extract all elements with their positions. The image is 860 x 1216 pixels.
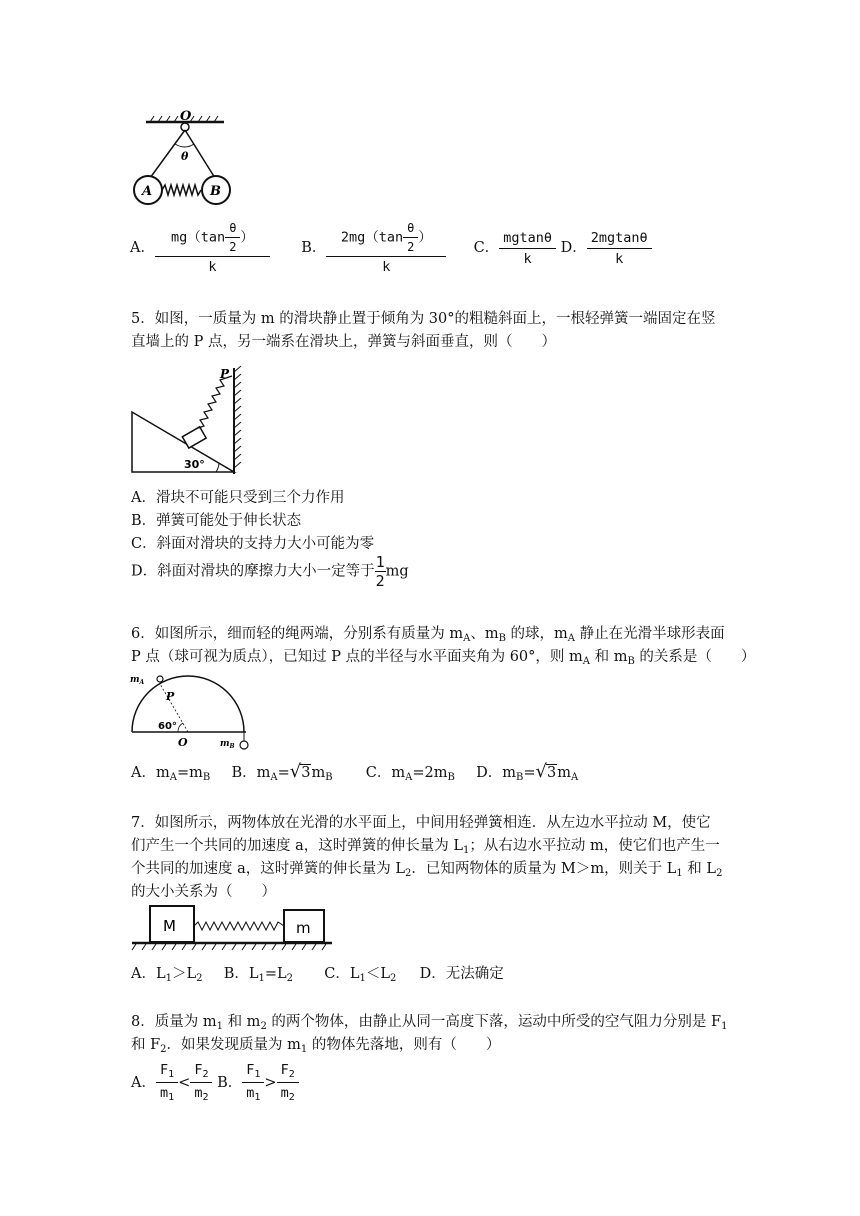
q8-option-a[interactable]: A． $\frac{F_1}{m_1}$ < $\frac{F_2}{m_2}$ (131, 1075, 217, 1091)
q6-options (131, 761, 578, 783)
q6-label-ma-sub: A (139, 679, 145, 686)
svg-text:mA (130, 675, 145, 686)
q6-label-ma: m (130, 675, 140, 685)
q8-stem-line1: 8．质量为 $m_1$ 和 $m_2$ 的两个物体，由静止从同一高度下落，运动中所受的空气阻力分别是 $F_1$ (131, 1014, 728, 1032)
q4-label-o: O (180, 110, 192, 124)
q4-option-b[interactable] (301, 221, 451, 275)
q4-figure (128, 110, 238, 210)
q6-label-p: P (166, 690, 175, 703)
q4-label-a: A (142, 184, 153, 199)
q7-label-big: M (163, 917, 176, 935)
q4-label-theta: θ (181, 150, 189, 163)
q8-options (131, 1062, 299, 1103)
q7-option-d[interactable]: D．无法确定 (419, 966, 504, 982)
q4-option-a[interactable] (130, 221, 275, 275)
q6-option-d[interactable]: D．$m_B=√3m_A$ (476, 761, 579, 783)
q4-label-b: B (210, 184, 221, 199)
q7-option-a[interactable]: A．$L_1>L_2$ (131, 966, 203, 984)
q8-stem-line2: 和 $F_2$．如果发现质量为 $m_1$ 的物体先落地，则有（ ） (131, 1037, 501, 1055)
q5-option-a[interactable]: A．滑块不可能只受到三个力作用 (131, 490, 345, 506)
q5-option-d[interactable]: D．斜面对滑块的摩擦力大小一定等于 $\frac{1}{2}$ mg (131, 553, 409, 590)
q4-c-prefix: C． (473, 240, 500, 256)
q4-b-prefix: B． (301, 240, 327, 256)
q5-stem-line1: 5．如图，一质量为 m 的滑块静止置于倾角为 30°的粗糙斜面上，一根轻弹簧一端固定在竖 (131, 311, 716, 327)
q5-option-b[interactable]: B．弹簧可能处于伸长状态 (131, 513, 302, 529)
q6-option-c[interactable]: C．$m_A=2m_B$ (365, 765, 455, 783)
q4-d-fraction: $\frac{2mgtan\theta}{k}$ (587, 230, 652, 267)
q6-label-mb-sub: B (229, 743, 235, 750)
q5-label-angle: 30° (184, 458, 205, 471)
q4-b-fraction: 2mg（tan $\frac{\theta}{2}$ ） k (326, 221, 446, 275)
q7-option-c[interactable]: C．$L_1<L_2$ (324, 966, 397, 984)
q7-stem-line4: 的大小关系为（ ） (131, 884, 276, 900)
q7-stem-line2: 们产生一个共同的加速度 a，这时弹簧的伸长量为 $L_1$；从右边水平拉动 m，使它们也产生一 (131, 838, 720, 856)
q7-options (131, 962, 504, 984)
q5-figure (128, 362, 253, 477)
q6-label-o: O (178, 736, 188, 749)
q6-stem-line2: P 点（球可视为质点），已知过 P 点的半径与水平面夹角为 60°，则 $m_A$ 和 $m_B$ 的关系是（ ） (131, 649, 756, 667)
q4-a-prefix: A． (130, 240, 155, 256)
q6-option-a[interactable]: A．$m_A=m_B$ (131, 765, 211, 783)
q8-option-b[interactable]: B． $\frac{F_1}{m_1}$ > $\frac{F_2}{m_2}$ (217, 1075, 299, 1091)
q7-stem-line1: 7．如图所示，两物体放在光滑的水平面上，中间用轻弹簧相连．从左边水平拉动 M，使它 (131, 815, 711, 831)
q4-a-fraction: mg（tan $\frac{\theta}{2}$ ） k (155, 221, 270, 275)
q6-stem-line1: 6．如图所示，细而轻的绳两端，分别系有质量为 $m_A$、$m_B$ 的球，$m_A$ 静止在光滑半球形表面 (131, 626, 725, 644)
q5-label-p: P (220, 367, 230, 381)
q6-label-angle: 60° (158, 721, 177, 732)
q7-label-small: m (296, 919, 311, 937)
q4-options (130, 221, 652, 275)
q5-option-c[interactable]: C．斜面对滑块的支持力大小可能为零 (131, 536, 375, 552)
q4-d-prefix: D． (560, 240, 587, 256)
q4-option-d[interactable] (560, 229, 652, 267)
q4-option-c[interactable] (473, 229, 561, 267)
q7-stem-line3: 个共同的加速度 a，这时弹簧的伸长量为 $L_2$．已知两物体的质量为 M＞m，则关于 $L_1$ 和 $L_2$ (131, 861, 723, 879)
q7-figure (128, 902, 338, 954)
svg-text:mB (220, 739, 235, 750)
q6-label-mb: m (220, 739, 230, 749)
q6-figure (128, 670, 253, 752)
q4-c-fraction: $\frac{mgtan\theta}{k}$ (499, 230, 556, 267)
q5-stem-line2: 直墙上的 P 点，另一端系在滑块上，弹簧与斜面垂直，则（ ） (131, 334, 556, 350)
q6-option-b[interactable]: B．$m_A=√3m_B$ (231, 761, 333, 783)
q7-option-b[interactable]: B．$L_1=L_2$ (223, 966, 294, 984)
